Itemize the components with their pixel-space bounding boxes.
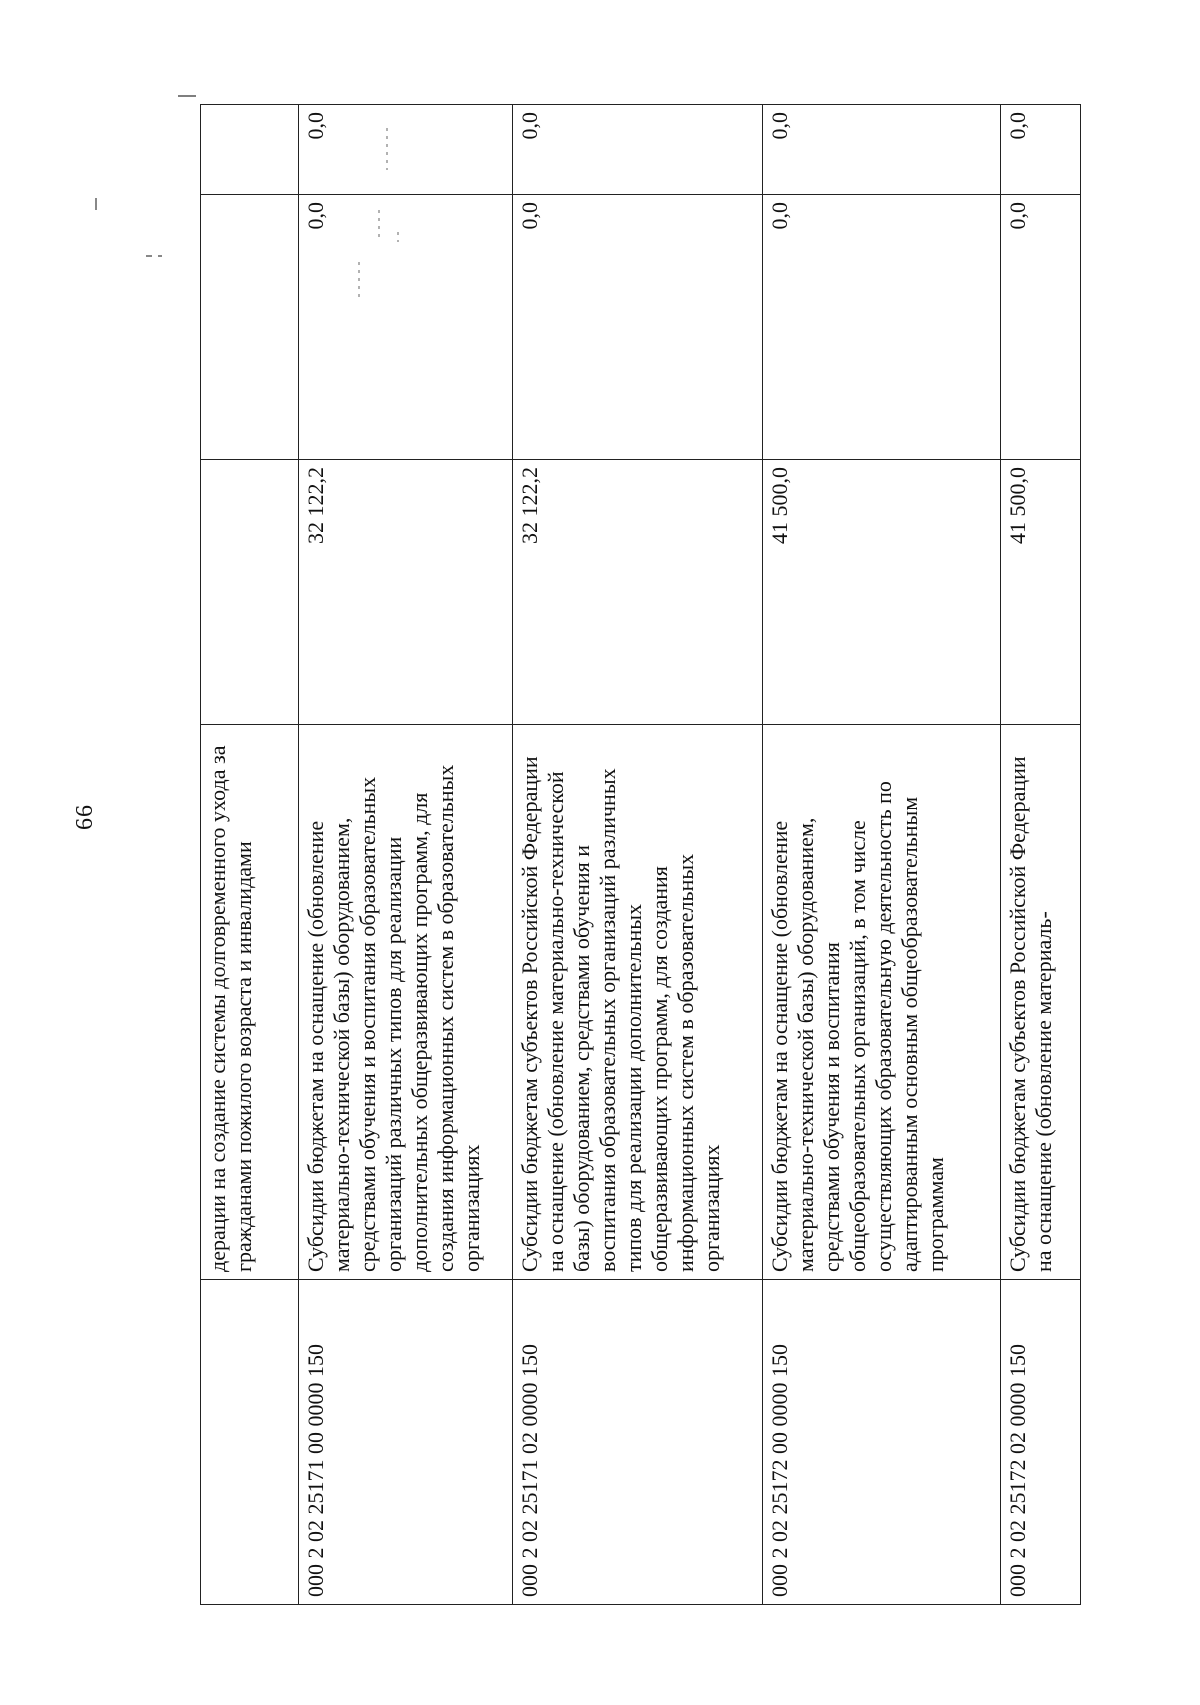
table-row [1001, 105, 1081, 1605]
description-cell: Субсидии бюджетам субъектов Российской Федерации на оснащение (обновление материально-технической базы) оборудованием, средствами обучения и воспитания образовательных организаций различных типов для реализации дополнительных общеразвивающих программ, для создания информационных систем в образовательных организациях [513, 725, 763, 1280]
value-cell: 0,0 [1001, 105, 1081, 195]
value-cell: 0,0 [513, 195, 763, 460]
budget-table-sheet [200, 105, 1080, 1605]
table-row [201, 105, 299, 1605]
table-row [513, 105, 763, 1605]
table-row [299, 105, 513, 1605]
value-cell: 0,0 [513, 105, 763, 195]
value-cell: 0,0 [763, 105, 1001, 195]
value-cell [201, 105, 299, 195]
description-cell: Субсидии бюджетам субъектов Российской Федерации на оснащение (обновление материаль- [1001, 725, 1081, 1280]
value-cell: 0,0 [299, 105, 513, 195]
budget-code-cell [201, 1280, 299, 1605]
description-cell: дерации на создание системы долговременного ухода за гражданами пожилого возраста и инвалидами [201, 725, 299, 1280]
amount-cell [201, 460, 299, 725]
amount-cell: 32 122,2 [299, 460, 513, 725]
budget-code-cell: 000 2 02 25172 00 0000 150 [763, 1280, 1001, 1605]
budget-code-cell: 000 2 02 25171 00 0000 150 [299, 1280, 513, 1605]
value-cell: 0,0 [299, 195, 513, 460]
value-cell [201, 195, 299, 460]
value-cell: 0,0 [763, 195, 1001, 460]
description-cell: Субсидии бюджетам на оснащение (обновление материально-технической базы) оборудованием, средствами обучения и воспитания образовательных организаций различных типов для реализации дополнительных общеразвивающих программ, для создания информационных систем в образовательных организациях [299, 725, 513, 1280]
description-cell: Субсидии бюджетам на оснащение (обновление материально-технической базы) оборудованием, средствами обучения и воспитания общеобразовательных организаций, в том числе осуществляющих образовательную деятельность по адаптированным основным общеобразовательным программам [763, 725, 1001, 1280]
value-cell: 0,0 [1001, 195, 1081, 460]
budget-table [200, 104, 1081, 1605]
amount-cell: 41 500,0 [1001, 460, 1081, 725]
page-number: 66 [72, 804, 98, 830]
budget-code-cell: 000 2 02 25172 02 0000 150 [1001, 1280, 1081, 1605]
amount-cell: 41 500,0 [763, 460, 1001, 725]
amount-cell: 32 122,2 [513, 460, 763, 725]
budget-code-cell: 000 2 02 25171 02 0000 150 [513, 1280, 763, 1605]
table-row [763, 105, 1001, 1605]
